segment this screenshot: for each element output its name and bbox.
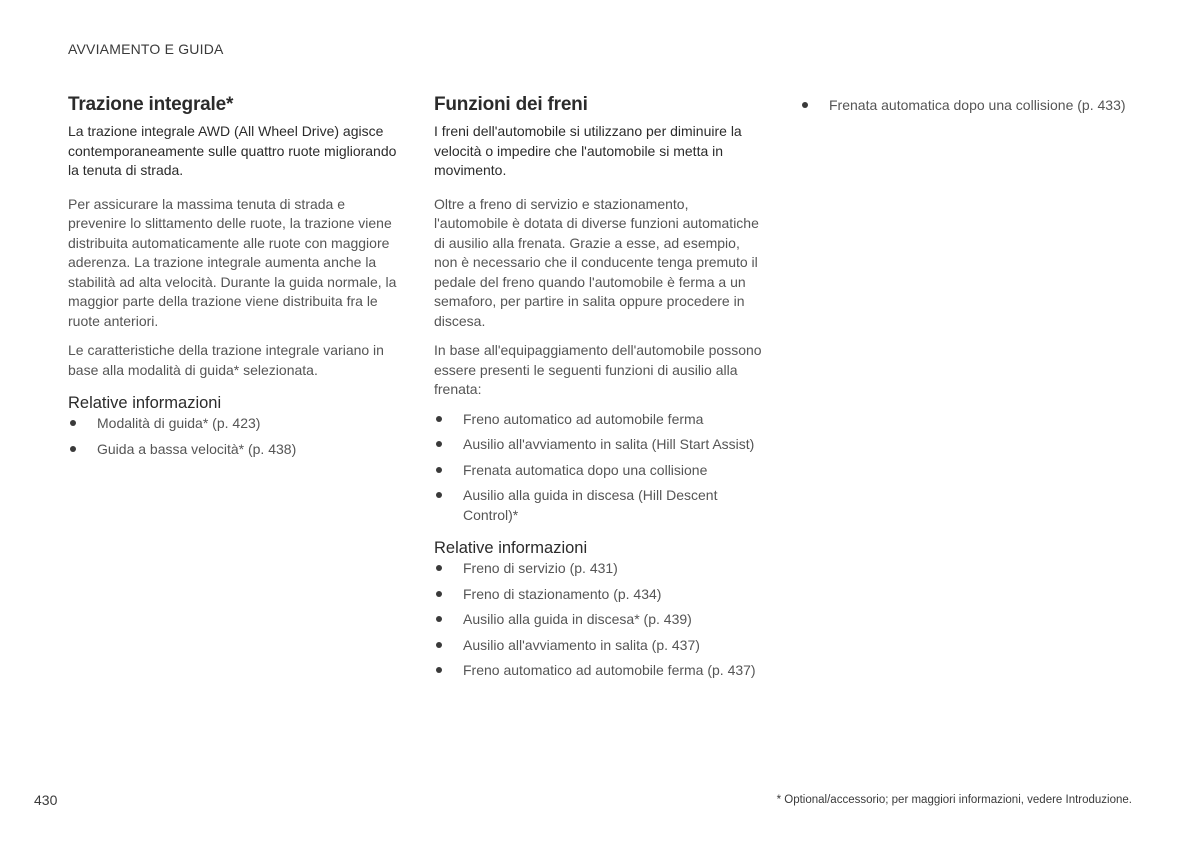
bullet-icon bbox=[70, 446, 76, 452]
list-item-text: Ausilio all'avviamento in salita (Hill Start Assist) bbox=[463, 436, 755, 452]
footnote: * Optional/accessorio; per maggiori informazioni, vedere Introduzione. bbox=[776, 794, 1132, 806]
list-item bbox=[434, 461, 764, 481]
bullet-icon bbox=[436, 441, 442, 447]
section-continued-related bbox=[800, 96, 1130, 122]
related-link[interactable] bbox=[68, 440, 398, 460]
related-info-heading: Relative informazioni bbox=[68, 394, 222, 412]
brake-functions-list bbox=[434, 410, 764, 526]
section-brake-functions bbox=[434, 94, 764, 687]
related-link-text: Guida a bassa velocità* (p. 438) bbox=[97, 440, 297, 457]
related-link-text: Modalità di guida* (p. 423) bbox=[97, 415, 261, 431]
related-link-text: Freno di servizio (p. 431) bbox=[463, 560, 618, 576]
section-lead: I freni dell'automobile si utilizzano per diminuire la velocità o impedire che l'automobile si metta in movimento. bbox=[434, 123, 742, 178]
list-item-text: Freno automatico ad automobile ferma bbox=[463, 410, 704, 427]
bullet-icon bbox=[436, 467, 442, 473]
section-title: Funzioni dei freni bbox=[434, 94, 588, 115]
related-link-text: Freno automatico ad automobile ferma (p. 437) bbox=[463, 662, 756, 678]
bullet-icon bbox=[436, 565, 442, 571]
list-item bbox=[434, 435, 764, 455]
bullet-icon bbox=[436, 492, 442, 498]
related-info-heading: Relative informazioni bbox=[434, 539, 588, 557]
related-link[interactable] bbox=[68, 414, 398, 434]
related-link[interactable] bbox=[434, 636, 764, 656]
related-link[interactable] bbox=[434, 585, 764, 605]
bullet-icon bbox=[70, 420, 76, 426]
section-lead: La trazione integrale AWD (All Wheel Drive) agisce contemporaneamente sulle quattro ruote migliorando la tenuta di strada. bbox=[68, 123, 397, 178]
bullet-icon bbox=[436, 642, 442, 648]
related-info-list bbox=[434, 559, 764, 681]
list-item bbox=[434, 486, 764, 525]
related-link[interactable] bbox=[434, 559, 764, 579]
related-info-list bbox=[68, 414, 398, 459]
bullet-icon bbox=[436, 416, 442, 422]
running-header: AVVIAMENTO E GUIDA bbox=[68, 41, 224, 57]
related-link[interactable] bbox=[800, 96, 1130, 116]
list-item-text: Ausilio alla guida in discesa (Hill Descent Control)* bbox=[463, 487, 718, 523]
list-item bbox=[434, 410, 764, 430]
body-paragraph: Per assicurare la massima tenuta di strada e prevenire lo slittamento delle ruote, la trazione viene distribuita automaticamente alle ruote con maggiore aderenza. La trazione integrale aumenta anche la stabilità ad alta velocità. Durante la guida normale, la maggior parte della trazione viene distribuita fra le ruote anteriori. bbox=[68, 195, 397, 329]
bullet-icon bbox=[436, 616, 442, 622]
related-link-text: Frenata automatica dopo una collisione (p. 433) bbox=[829, 97, 1126, 113]
related-link[interactable] bbox=[434, 661, 764, 681]
page-number: 430 bbox=[34, 792, 58, 808]
related-link-text: Ausilio all'avviamento in salita (p. 437) bbox=[463, 636, 700, 653]
list-item-text: Frenata automatica dopo una collisione bbox=[463, 461, 708, 478]
body-paragraph: In base all'equipaggiamento dell'automobile possono essere presenti le seguenti funzioni di ausilio alla frenata: bbox=[434, 342, 762, 397]
bullet-icon bbox=[802, 102, 808, 108]
body-paragraph: Le caratteristiche della trazione integrale variano in base alla modalità di guida* selezionata. bbox=[68, 342, 384, 378]
related-link-text: Ausilio alla guida in discesa* (p. 439) bbox=[463, 611, 692, 627]
bullet-icon bbox=[436, 591, 442, 597]
body-paragraph: Oltre a freno di servizio e stazionamento, l'automobile è dotata di diverse funzioni automatiche di ausilio alla frenata. Grazie a esse, ad esempio, non è necessario che il conducente tenga premuto il pedale del freno quando l'automobile è ferma a un semaforo, per partire in salita oppure procedere in discesa. bbox=[434, 195, 759, 329]
related-link-text: Freno di stazionamento (p. 434) bbox=[463, 585, 662, 602]
bullet-icon bbox=[436, 667, 442, 673]
related-link[interactable] bbox=[434, 610, 764, 630]
section-all-wheel-drive bbox=[68, 94, 398, 465]
section-title: Trazione integrale* bbox=[68, 94, 234, 115]
related-info-list bbox=[800, 96, 1130, 116]
